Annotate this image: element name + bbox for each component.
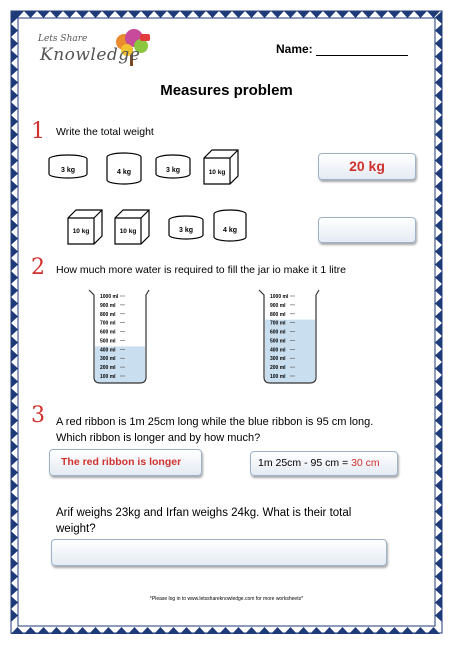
question-3-line-1: A red ribbon is 1m 25cm long while the blue ribbon is 95 cm long. [56, 416, 374, 428]
logo-text-bottom: Knowledge [40, 45, 141, 65]
border-triangle [362, 11, 375, 18]
border-triangle [89, 627, 102, 634]
scale-label: 200 ml [270, 365, 286, 372]
border-triangle [11, 466, 18, 479]
border-triangle [310, 11, 323, 18]
answer-box-3a[interactable] [49, 449, 202, 476]
border-triangle [37, 11, 50, 18]
scale-label: 400 ml [100, 347, 116, 354]
border-triangle [11, 544, 18, 557]
border-triangle [245, 11, 258, 18]
border-triangle [11, 206, 18, 219]
border-triangle [63, 11, 76, 18]
border-triangle [349, 627, 362, 634]
page-title: Measures problem [160, 82, 293, 99]
border-triangle [401, 627, 414, 634]
border-triangle [435, 50, 442, 63]
border-triangle [11, 37, 18, 50]
answer-3b-text [258, 457, 380, 469]
border-triangle [11, 24, 18, 37]
scale-label: 600 ml [270, 329, 286, 336]
scale-label: 1000 ml [270, 294, 289, 300]
question-number-3: 3 [31, 403, 45, 428]
border-triangle [11, 102, 18, 115]
border-triangle [435, 531, 442, 544]
scale-label: 800 ml [100, 311, 116, 318]
border-triangle [180, 11, 193, 18]
border-triangle [11, 414, 18, 427]
border-triangle [435, 167, 442, 180]
border-triangle [323, 627, 336, 634]
answer-3b-expression: 1m 25cm - 95 cm = [258, 457, 352, 469]
border-triangle [11, 427, 18, 440]
weight-cube [204, 150, 238, 184]
answer-box-3b[interactable] [250, 451, 398, 476]
border-triangle [362, 627, 375, 634]
border-triangle [336, 627, 349, 634]
question-1-text: Write the total weight [56, 126, 154, 138]
border-triangle [89, 11, 102, 18]
border-triangle [435, 232, 442, 245]
weight-label: 10 kg [119, 228, 137, 235]
scale-label: 100 ml [270, 374, 286, 380]
border-triangle [154, 627, 167, 634]
border-triangle [258, 11, 271, 18]
border-triangle [388, 627, 401, 634]
scale-label: 100 ml [100, 374, 116, 380]
border-triangle [102, 627, 115, 634]
border-triangle [414, 627, 427, 634]
weight-label: 10 kg [208, 169, 226, 176]
border-triangle [11, 50, 18, 63]
border-triangle [11, 453, 18, 466]
border-triangle [435, 115, 442, 128]
border-triangle [11, 531, 18, 544]
measuring-jar-2 [259, 290, 319, 383]
weight-cylinder-small [49, 155, 87, 178]
border-triangle [435, 154, 442, 167]
scale-label: 300 ml [270, 356, 286, 363]
border-triangle [115, 627, 128, 634]
question-number-2: 2 [31, 255, 45, 280]
border-triangle [435, 258, 442, 271]
border-triangle [435, 206, 442, 219]
question-3-text [56, 414, 426, 446]
border-triangle [11, 141, 18, 154]
border-triangle [435, 492, 442, 505]
scale-label: 800 ml [270, 311, 286, 318]
border-triangle [284, 11, 297, 18]
border-triangle [11, 609, 18, 622]
border-triangle [11, 518, 18, 531]
border-triangle [76, 11, 89, 18]
border-triangle [435, 37, 442, 50]
border-triangle [375, 627, 388, 634]
border-triangle [435, 583, 442, 596]
weight-label: 4 kg [116, 169, 132, 176]
scale-label: 700 ml [270, 320, 286, 327]
weight-cylinder-large [214, 210, 246, 241]
weight-label: 3 kg [60, 167, 76, 174]
border-triangle [50, 627, 63, 634]
border-triangle [11, 627, 24, 634]
answer-box-2[interactable] [318, 217, 416, 243]
border-triangle [336, 11, 349, 18]
border-triangle [11, 115, 18, 128]
name-label: Name: [276, 42, 313, 56]
answer-box-4[interactable] [51, 539, 387, 566]
scale-label: 300 ml [100, 356, 116, 363]
border-triangle [128, 11, 141, 18]
border-triangle [167, 627, 180, 634]
border-triangle [435, 128, 442, 141]
border-triangle [349, 11, 362, 18]
border-triangle [271, 627, 284, 634]
border-triangle [11, 492, 18, 505]
border-triangle [102, 11, 115, 18]
weight-cube [115, 210, 149, 244]
border-triangle [11, 63, 18, 76]
border-triangle [435, 453, 442, 466]
border-triangle [11, 479, 18, 492]
border-triangle [11, 219, 18, 232]
border-triangle [435, 141, 442, 154]
border-triangle [11, 505, 18, 518]
border-triangle [435, 505, 442, 518]
border-triangle [435, 557, 442, 570]
border-triangle [297, 627, 310, 634]
border-triangle [11, 167, 18, 180]
border-triangle [435, 180, 442, 193]
border-triangle [435, 440, 442, 453]
border-triangle [37, 627, 50, 634]
border-triangle [193, 627, 206, 634]
weight-cylinder-small [156, 155, 190, 178]
weight-cube [68, 210, 102, 244]
border-triangle [375, 11, 388, 18]
scale-label: 500 ml [270, 338, 286, 345]
weight-cylinder-large [107, 153, 141, 184]
border-triangle [435, 219, 442, 232]
question-3-line-2: Which ribbon is longer and by how much? [56, 432, 261, 444]
border-triangle [63, 627, 76, 634]
border-triangle [435, 63, 442, 76]
border-triangle [180, 627, 193, 634]
border-triangle [11, 245, 18, 258]
border-triangle [11, 401, 18, 414]
border-triangle [435, 427, 442, 440]
border-triangle [11, 440, 18, 453]
border-triangle [297, 11, 310, 18]
border-triangle [435, 24, 442, 37]
question-4-line-1: Arif weighs 23kg and Irfan weighs 24kg. What is their total [56, 507, 352, 519]
border-triangle [435, 414, 442, 427]
border-triangle [128, 627, 141, 634]
border-triangle [435, 544, 442, 557]
scale-label: 900 ml [270, 302, 286, 309]
answer-3b-result: 30 cm [351, 457, 380, 469]
border-triangle [435, 466, 442, 479]
border-triangle [24, 627, 37, 634]
border-triangle [435, 245, 442, 258]
footer-note: *Please log in to www.letsshareknowledge.com for more worksheets* [149, 596, 304, 602]
weight-label: 3 kg [178, 227, 194, 234]
weight-label: 10 kg [72, 228, 90, 235]
measuring-jar-1 [89, 290, 149, 383]
question-2-text: How much more water is required to fill the jar io make it 1 litre [56, 264, 347, 276]
scale-label: 700 ml [100, 320, 116, 327]
border-triangle [245, 627, 258, 634]
border-triangle [232, 627, 245, 634]
name-blank-line[interactable] [316, 55, 408, 56]
answer-1-text: 20 kg [349, 158, 385, 174]
border-triangle [427, 627, 440, 634]
scale-label: 900 ml [100, 302, 116, 309]
border-triangle [323, 11, 336, 18]
answer-3a-text: The red ribbon is longer [61, 456, 182, 468]
border-triangle [206, 11, 219, 18]
scale-label: 600 ml [100, 329, 116, 336]
border-triangle [167, 11, 180, 18]
question-4-line-2: weight? [56, 523, 96, 535]
border-triangle [141, 11, 154, 18]
border-triangle [414, 11, 427, 18]
border-triangle [11, 570, 18, 583]
border-triangle [435, 401, 442, 414]
border-triangle [388, 11, 401, 18]
logo-text-top: Lets Share [38, 34, 88, 44]
scale-label: 1000 ml [100, 294, 119, 300]
measuring-jars [0, 280, 453, 390]
border-triangle [11, 193, 18, 206]
border-triangle [141, 627, 154, 634]
border-triangle [154, 11, 167, 18]
border-triangle [11, 258, 18, 271]
border-triangle [435, 609, 442, 622]
border-triangle [310, 627, 323, 634]
weight-label: 3 kg [165, 167, 181, 174]
scale-label: 500 ml [100, 338, 116, 345]
border-triangle [11, 180, 18, 193]
weights-illustration [40, 148, 300, 248]
border-triangle [11, 557, 18, 570]
border-triangle [24, 11, 37, 18]
question-number-1: 1 [31, 119, 45, 144]
border-triangle [219, 627, 232, 634]
border-triangle [11, 583, 18, 596]
border-triangle [11, 154, 18, 167]
border-triangle [232, 11, 245, 18]
border-triangle [435, 518, 442, 531]
border-triangle [271, 11, 284, 18]
scale-label: 200 ml [100, 365, 116, 372]
border-triangle [435, 193, 442, 206]
border-triangle [50, 11, 63, 18]
border-triangle [284, 627, 297, 634]
question-4-text [56, 505, 406, 537]
answer-box-1[interactable] [318, 153, 416, 180]
weight-cylinder-small [169, 216, 203, 239]
border-triangle [11, 128, 18, 141]
border-triangle [435, 570, 442, 583]
border-triangle [206, 627, 219, 634]
weight-label: 4 kg [222, 227, 238, 234]
border-triangle [401, 11, 414, 18]
border-triangle [435, 102, 442, 115]
border-triangle [11, 232, 18, 245]
border-triangle [258, 627, 271, 634]
border-triangle [435, 479, 442, 492]
border-triangle [193, 11, 206, 18]
border-triangle [115, 11, 128, 18]
border-triangle [219, 11, 232, 18]
border-triangle [76, 627, 89, 634]
scale-label: 400 ml [270, 347, 286, 354]
